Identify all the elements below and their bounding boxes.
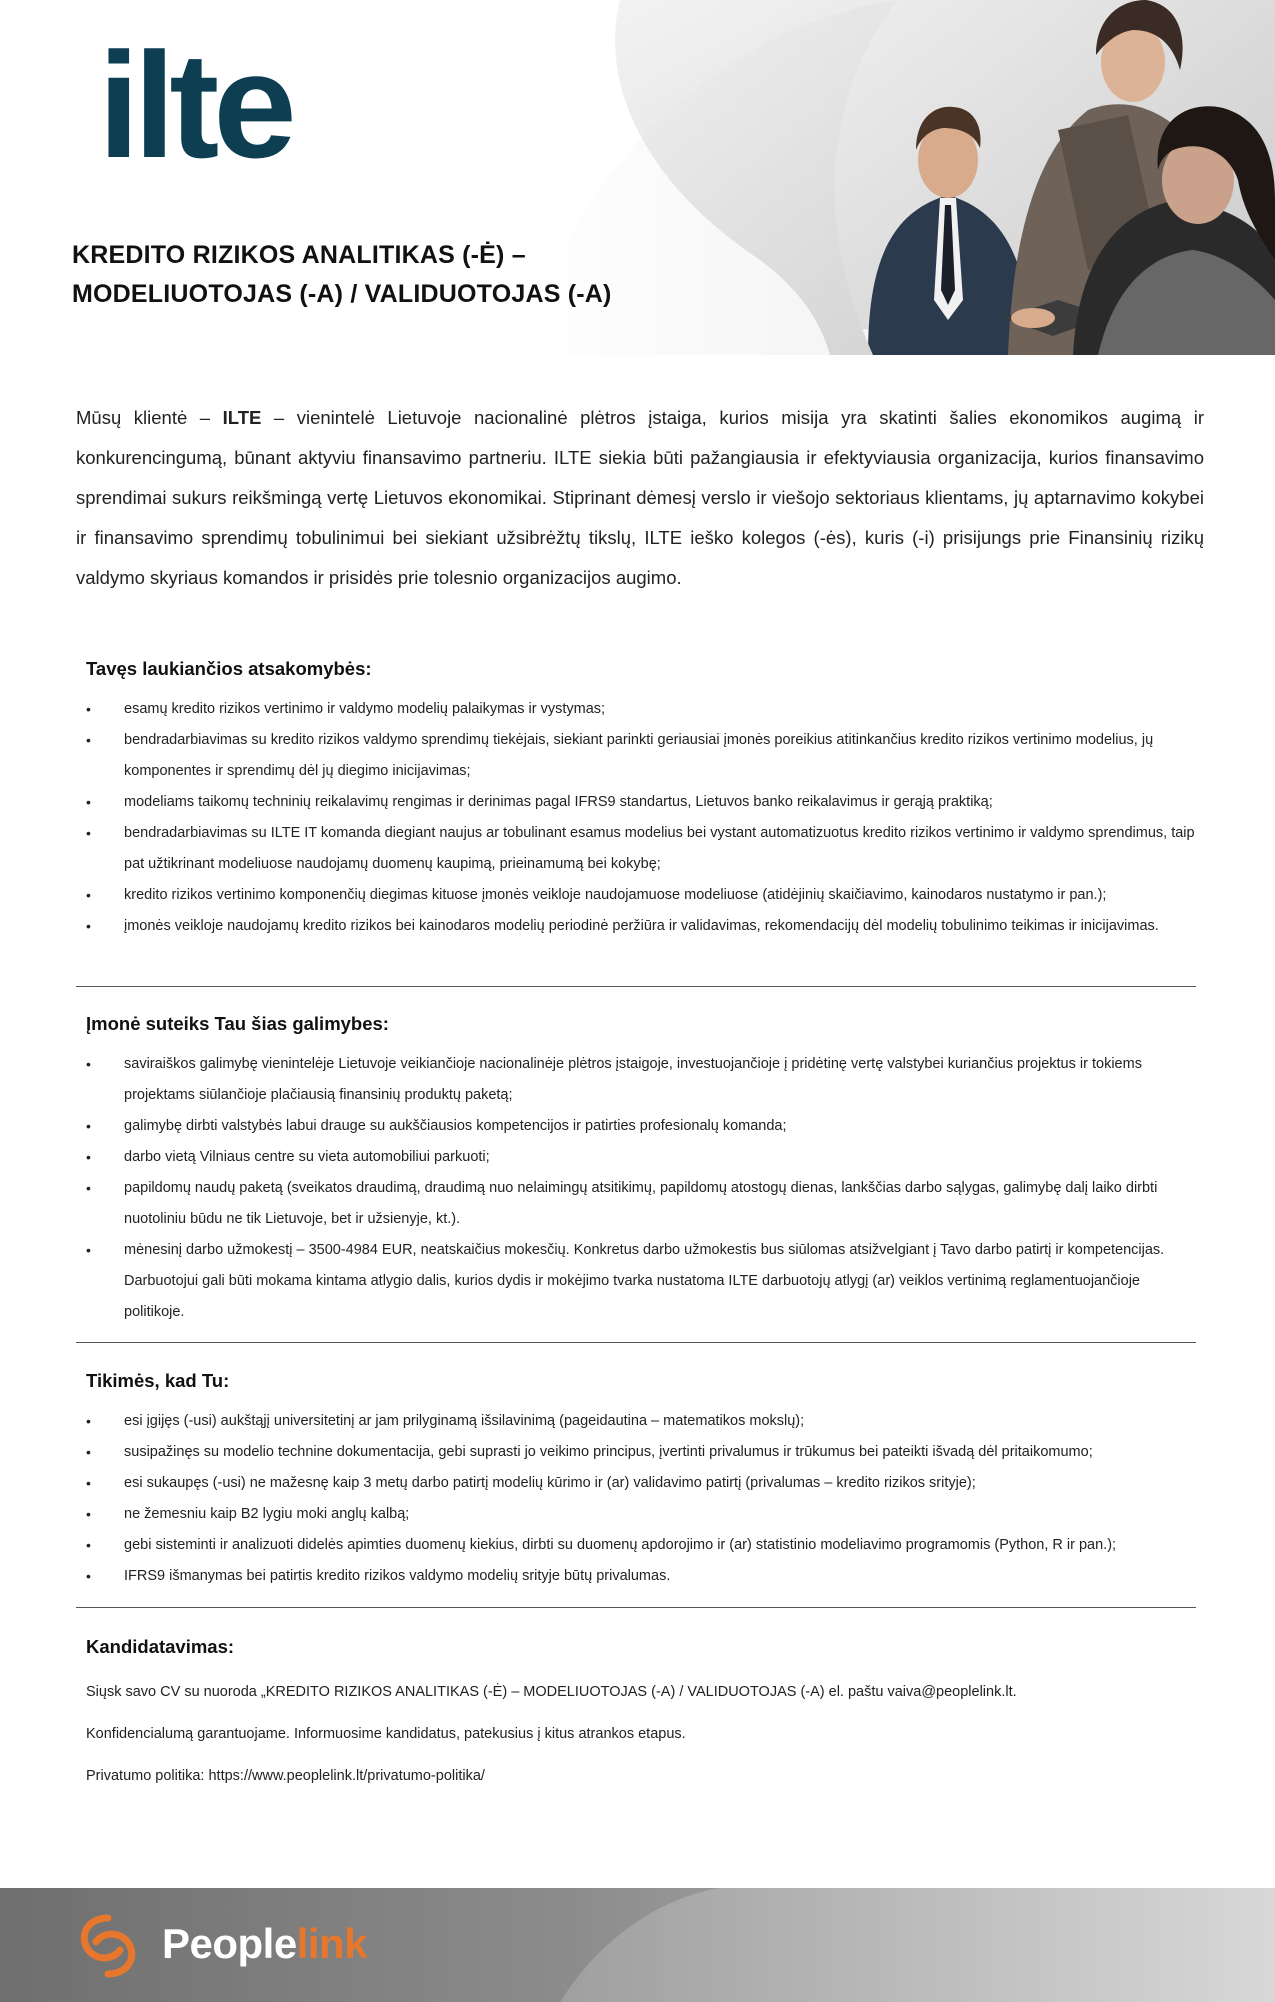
list-item: • esi įgijęs (-usi) aukštąjį universitetinį ar jam prilyginamą išsilavinimą (pageidautina – matematikos mokslų); <box>86 1406 1196 1437</box>
responsibilities-heading: Tavęs laukiančios atsakomybės: <box>86 658 372 679</box>
expectations-section <box>86 1368 1196 1592</box>
list-item: • bendradarbiavimas su kredito rizikos valdymo sprendimų tiekėjais, siekiant parinkti geriausiai įmonės poreikius atitinkančius kredito rizikos vertinimo modelius, jų komponentes ir sprendimų dėl jų diegimo inicijavimas; <box>86 725 1196 787</box>
list-item: • papildomų naudų paketą (sveikatos draudimą, draudimą nuo nelaimingų atsitikimų, papildomų atostogų dienas, lankščias darbo sąlygas, galimybę dalį laiko dirbti nuotoliniu būdu ne tik Lietuvoje, bet ir užsienyje, kt.). <box>86 1173 1196 1235</box>
section-divider <box>76 986 1196 987</box>
responsibilities-list <box>86 694 1196 942</box>
candidacy-heading: Kandidatavimas: <box>86 1636 235 1657</box>
expectations-list <box>86 1406 1196 1592</box>
peoplelink-wordmark <box>162 1916 367 1972</box>
list-item: • esamų kredito rizikos vertinimo ir valdymo modelių palaikymas ir vystymas; <box>86 694 1196 725</box>
candidacy-instructions: Siųsk savo CV su nuoroda „KREDITO RIZIKOS ANALITIKAS (-Ė) – MODELIUOTOJAS (-A) / VALIDUOTOJAS (-A) el. paštu vaiva@peoplelink.lt. <box>86 1684 1017 1700</box>
intro-client-name: ILTE <box>222 407 262 428</box>
job-title <box>72 236 632 314</box>
confidentiality-note: Konfidencialumą garantuojame. Informuosime kandidatus, patekusius į kitus atrankos etapus. <box>86 1726 686 1742</box>
wordmark-link: link <box>296 1920 368 1967</box>
offers-heading: Įmonė suteiks Tau šias galimybes: <box>86 1013 389 1034</box>
intro-text-start: Mūsų klientė – <box>76 407 223 428</box>
list-item: • bendradarbiavimas su ILTE IT komanda diegiant naujus ar tobulinant esamus modelius bei vystant automatizuotus kredito rizikos vertinimo ir valdymo sprendimus, taip pat užtikrinant modeliuose naudojamų duomenų kaupimą, prieinamumą bei kokybę; <box>86 818 1196 880</box>
intro-text-rest: – vienintelė Lietuvoje nacionalinė plėtros įstaiga, kurios misija yra skatinti šalies ekonomikos augimą ir konkurencingumą, būnant aktyviu finansavimo partneriu. ILTE siekia būti pažangiausia ir efektyviausia organizacija, kurios finansavimo sprendimai sukurs reikšmingą vertę Lietuvos ekonomikai. Stiprinant dėmesį verslo ir viešojo sektoriaus klientams, jų aptarnavimo kokybei ir finansavimo sprendimų tobulinimui bei siekiant užsibrėžtų tikslų, ILTE ieško kolegos (-ės), kuris (-i) prisijungs prie Finansinių rizikų valdymo skyriaus komandos ir prisidės prie tolesnio organizacijos augimo. <box>76 407 1204 588</box>
offers-section <box>86 1011 1196 1328</box>
ilte-logo-text: ilte <box>98 21 291 189</box>
job-title-line1: KREDITO RIZIKOS ANALITIKAS (-Ė) – <box>72 241 526 269</box>
expectations-heading: Tikimės, kad Tu: <box>86 1370 230 1391</box>
list-item: • galimybę dirbti valstybės labui drauge su aukščiausios kompetencijos ir patirties profesionalų komanda; <box>86 1111 1196 1142</box>
list-item: • ne žemesniu kaip B2 lygiu moki anglų kalbą; <box>86 1499 1196 1530</box>
list-item: • saviraiškos galimybę vienintelėje Lietuvoje veikiančioje nacionalinėje plėtros įstaigoje, investuojančioje į pridėtinę vertę valstybei kuriančius projektus ir tokiems projektams siūlančioje plačiausią finansinių produktų paketą; <box>86 1049 1196 1111</box>
ilte-logo <box>98 21 291 189</box>
list-item: • darbo vietą Vilniaus centre su vieta automobiliui parkuoti; <box>86 1142 1196 1173</box>
section-divider <box>76 1342 1196 1343</box>
list-item: • esi sukaupęs (-usi) ne mažesnę kaip 3 metų darbo patirtį modelių kūrimo ir (ar) validavimo patirtį (privalumas – kredito rizikos srityje); <box>86 1468 1196 1499</box>
job-title-line2: MODELIUOTOJAS (-A) / VALIDUOTOJAS (-A) <box>72 280 612 308</box>
list-item: • susipažinęs su modelio technine dokumentacija, gebi suprasti jo veikimo principus, įvertinti privalumus ir trūkumus bei pateikti išvadą dėl pritaikomumo; <box>86 1437 1196 1468</box>
intro-paragraph <box>76 398 1204 598</box>
wordmark-people: People <box>162 1920 297 1967</box>
footer-banner <box>0 1888 1275 2002</box>
peoplelink-logo-icon <box>68 1910 148 1982</box>
list-item: • gebi sisteminti ir analizuoti didelės apimties duomenų kiekius, dirbti su duomenų apdorojimo ir (ar) statistinio modeliavimo programomis (Python, R ir pan.); <box>86 1530 1196 1561</box>
list-item: • IFRS9 išmanymas bei patirtis kredito rizikos valdymo modelių srityje būtų privalumas. <box>86 1561 1196 1592</box>
office-team-photo <box>828 0 1275 355</box>
header-banner <box>0 0 1275 355</box>
section-divider <box>76 1607 1196 1608</box>
offers-list <box>86 1049 1196 1328</box>
responsibilities-section <box>86 656 1196 942</box>
list-item: • įmonės veikloje naudojamų kredito rizikos bei kainodaros modelių periodinė peržiūra ir validavimas, rekomendacijų dėl modelių tobulinimo teikimas ir inicijavimas. <box>86 911 1196 942</box>
list-item: • modeliams taikomų techninių reikalavimų rengimas ir derinimas pagal IFRS9 standartus, Lietuvos banko reikalavimus ir gerąją praktiką; <box>86 787 1196 818</box>
list-item: • mėnesinį darbo užmokestį – 3500-4984 EUR, neatskaičius mokesčių. Konkretus darbo užmokestis bus siūlomas atsižvelgiant į Tavo darbo patirtį ir kompetencijas. Darbuotojui gali būti mokama kintama atlygio dalis, kurios dydis ir mokėjimo tvarka nustatoma ILTE darbuotojų atlygį (ar) veiklos vertinimą reglamentuojančioje politikoje. <box>86 1235 1196 1328</box>
list-item: • kredito rizikos vertinimo komponenčių diegimas kituose įmonės veikloje naudojamuose modeliuose (atidėjinių skaičiavimo, kainodaros nustatymo ir pan.); <box>86 880 1196 911</box>
candidacy-section <box>86 1634 1196 1808</box>
privacy-policy-line: Privatumo politika: https://www.peoplelink.lt/privatumo-politika/ <box>86 1768 485 1784</box>
